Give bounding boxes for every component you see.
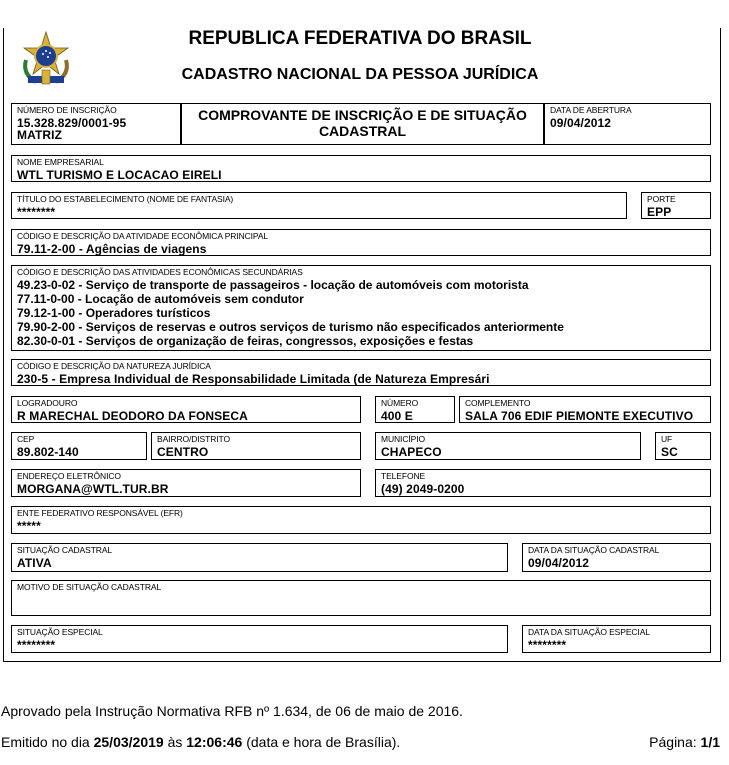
nome-fantasia-value: ******** xyxy=(17,205,56,219)
emission-suffix: (data e hora de Brasília). xyxy=(246,734,401,750)
numero-endereco-value: 400 E xyxy=(381,409,413,423)
nome-empresarial-box xyxy=(11,155,711,182)
municipio-label: MUNICÍPIO xyxy=(381,434,425,444)
data-situacao-especial-value: ******** xyxy=(528,638,567,652)
bairro-value: CENTRO xyxy=(157,445,209,459)
numero-inscricao-box xyxy=(11,103,181,145)
complemento-value: SALA 706 EDIF PIEMONTE EXECUTIVO xyxy=(465,409,694,423)
atividades-secundarias-list xyxy=(17,278,564,348)
situacao-especial-box xyxy=(11,625,508,653)
porte-label: PORTE xyxy=(647,194,676,204)
list-item: 82.30-0-01 - Serviços de organização de feiras, congressos, exposições e festas xyxy=(17,334,474,348)
efr-value: ***** xyxy=(17,519,41,533)
numero-inscricao-value: 15.328.829/0001-95 xyxy=(17,116,127,130)
data-situacao-box xyxy=(522,543,711,572)
approval-note: Aprovado pela Instrução Normativa RFB nº 1.634, de 06 de maio de 2016. xyxy=(1,703,463,719)
atividade-principal-box xyxy=(11,229,711,256)
uf-label: UF xyxy=(661,434,673,444)
email-box xyxy=(11,469,361,497)
atividades-secundarias-box xyxy=(11,265,711,351)
porte-value: EPP xyxy=(647,205,672,219)
data-situacao-value: 09/04/2012 xyxy=(528,556,590,570)
data-abertura-label: DATA DE ABERTURA xyxy=(550,105,632,115)
nome-empresarial-value: WTL TURISMO E LOCACAO EIRELI xyxy=(17,168,222,182)
telefone-label: TELEFONE xyxy=(381,471,426,481)
brazil-coat-of-arms-icon xyxy=(18,30,74,88)
nome-fantasia-box xyxy=(11,192,627,219)
cep-value: 89.802-140 xyxy=(17,445,79,459)
numero-inscricao-label: NÚMERO DE INSCRIÇÃO xyxy=(17,105,117,115)
atividade-principal-value: 79.11-2-00 - Agências de viagens xyxy=(17,242,207,256)
situacao-especial-label: SITUAÇÃO ESPECIAL xyxy=(17,627,103,637)
natureza-juridica-box xyxy=(11,359,711,386)
situacao-cadastral-label: SITUAÇÃO CADASTRAL xyxy=(17,545,113,555)
logradouro-label: LOGRADOURO xyxy=(17,398,78,408)
atividades-secundarias-label: CÓDIGO E DESCRIÇÃO DAS ATIVIDADES ECONÔMICAS SECUNDÁRIAS xyxy=(17,267,303,277)
emission-time: 12:06:46 xyxy=(186,734,243,750)
numero-endereco-box xyxy=(375,396,455,423)
email-label: ENDEREÇO ELETRÔNICO xyxy=(17,471,121,481)
list-item: 79.12-1-00 - Operadores turísticos xyxy=(17,306,211,320)
data-abertura-box xyxy=(544,103,711,145)
logradouro-box xyxy=(11,396,361,423)
page-value: 1/1 xyxy=(700,734,720,750)
cep-label: CEP xyxy=(17,434,35,444)
list-item: 49.23-0-02 - Serviço de transporte de passageiros - locação de automóveis com motorista xyxy=(17,278,529,292)
natureza-juridica-value: 230-5 - Empresa Individual de Responsabilidade Limitada (de Natureza Empresári xyxy=(17,372,490,386)
natureza-juridica-label: CÓDIGO E DESCRIÇÃO DA NATUREZA JURÍDICA xyxy=(17,361,211,371)
document-title-box xyxy=(181,103,544,145)
data-situacao-label: DATA DA SITUAÇÃO CADASTRAL xyxy=(528,545,660,555)
uf-box xyxy=(655,432,711,460)
email-value: MORGANA@WTL.TUR.BR xyxy=(17,482,169,496)
list-item: 77.11-0-00 - Locação de automóveis sem condutor xyxy=(17,292,304,306)
emission-info xyxy=(1,734,400,750)
uf-value: SC xyxy=(661,445,678,459)
cep-box xyxy=(11,432,147,460)
efr-box xyxy=(11,506,711,534)
municipio-value: CHAPECO xyxy=(381,445,442,459)
registry-title: CADASTRO NACIONAL DA PESSOA JURÍDICA xyxy=(181,66,539,83)
atividade-principal-label: CÓDIGO E DESCRIÇÃO DA ATIVIDADE ECONÔMICA PRINCIPAL xyxy=(17,231,269,241)
telefone-value: (49) 2049-0200 xyxy=(381,482,465,496)
estabelecimento-tipo: MATRIZ xyxy=(17,128,63,142)
bairro-box xyxy=(151,432,361,460)
situacao-especial-value: ******** xyxy=(17,638,56,652)
emission-mid: às xyxy=(167,734,183,750)
page-label: Página: xyxy=(649,734,697,750)
efr-label: ENTE FEDERATIVO RESPONSÁVEL (EFR) xyxy=(17,508,183,518)
nome-fantasia-label: TÍTULO DO ESTABELECIMENTO (NOME DE FANTASIA) xyxy=(17,194,234,204)
data-situacao-especial-box xyxy=(522,625,711,653)
municipio-box xyxy=(375,432,641,460)
motivo-situacao-box xyxy=(11,580,711,616)
situacao-cadastral-box xyxy=(11,543,508,572)
emission-date: 25/03/2019 xyxy=(93,734,164,750)
telefone-box xyxy=(375,469,711,497)
data-abertura-value: 09/04/2012 xyxy=(550,116,612,130)
bairro-label: BAIRRO/DISTRITO xyxy=(157,434,230,444)
motivo-situacao-label: MOTIVO DE SITUAÇÃO CADASTRAL xyxy=(17,582,162,592)
document-title: COMPROVANTE DE INSCRIÇÃO E DE SITUAÇÃO CADASTRAL xyxy=(198,107,527,139)
logradouro-value: R MARECHAL DEODORO DA FONSECA xyxy=(17,409,248,423)
page-indicator xyxy=(649,734,720,750)
emission-prefix: Emitido no dia xyxy=(1,734,90,750)
nome-empresarial-label: NOME EMPRESARIAL xyxy=(17,157,104,167)
list-item: 79.90-2-00 - Serviços de reservas e outros serviços de turismo não especificados anteriormente xyxy=(17,320,564,334)
numero-endereco-label: NÚMERO xyxy=(381,398,419,408)
complemento-box xyxy=(459,396,711,423)
situacao-cadastral-value: ATIVA xyxy=(17,556,52,570)
data-situacao-especial-label: DATA DA SITUAÇÃO ESPECIAL xyxy=(528,627,650,637)
complemento-label: COMPLEMENTO xyxy=(465,398,531,408)
porte-box xyxy=(641,192,711,219)
country-title: REPUBLICA FEDERATIVA DO BRASIL xyxy=(188,28,532,49)
